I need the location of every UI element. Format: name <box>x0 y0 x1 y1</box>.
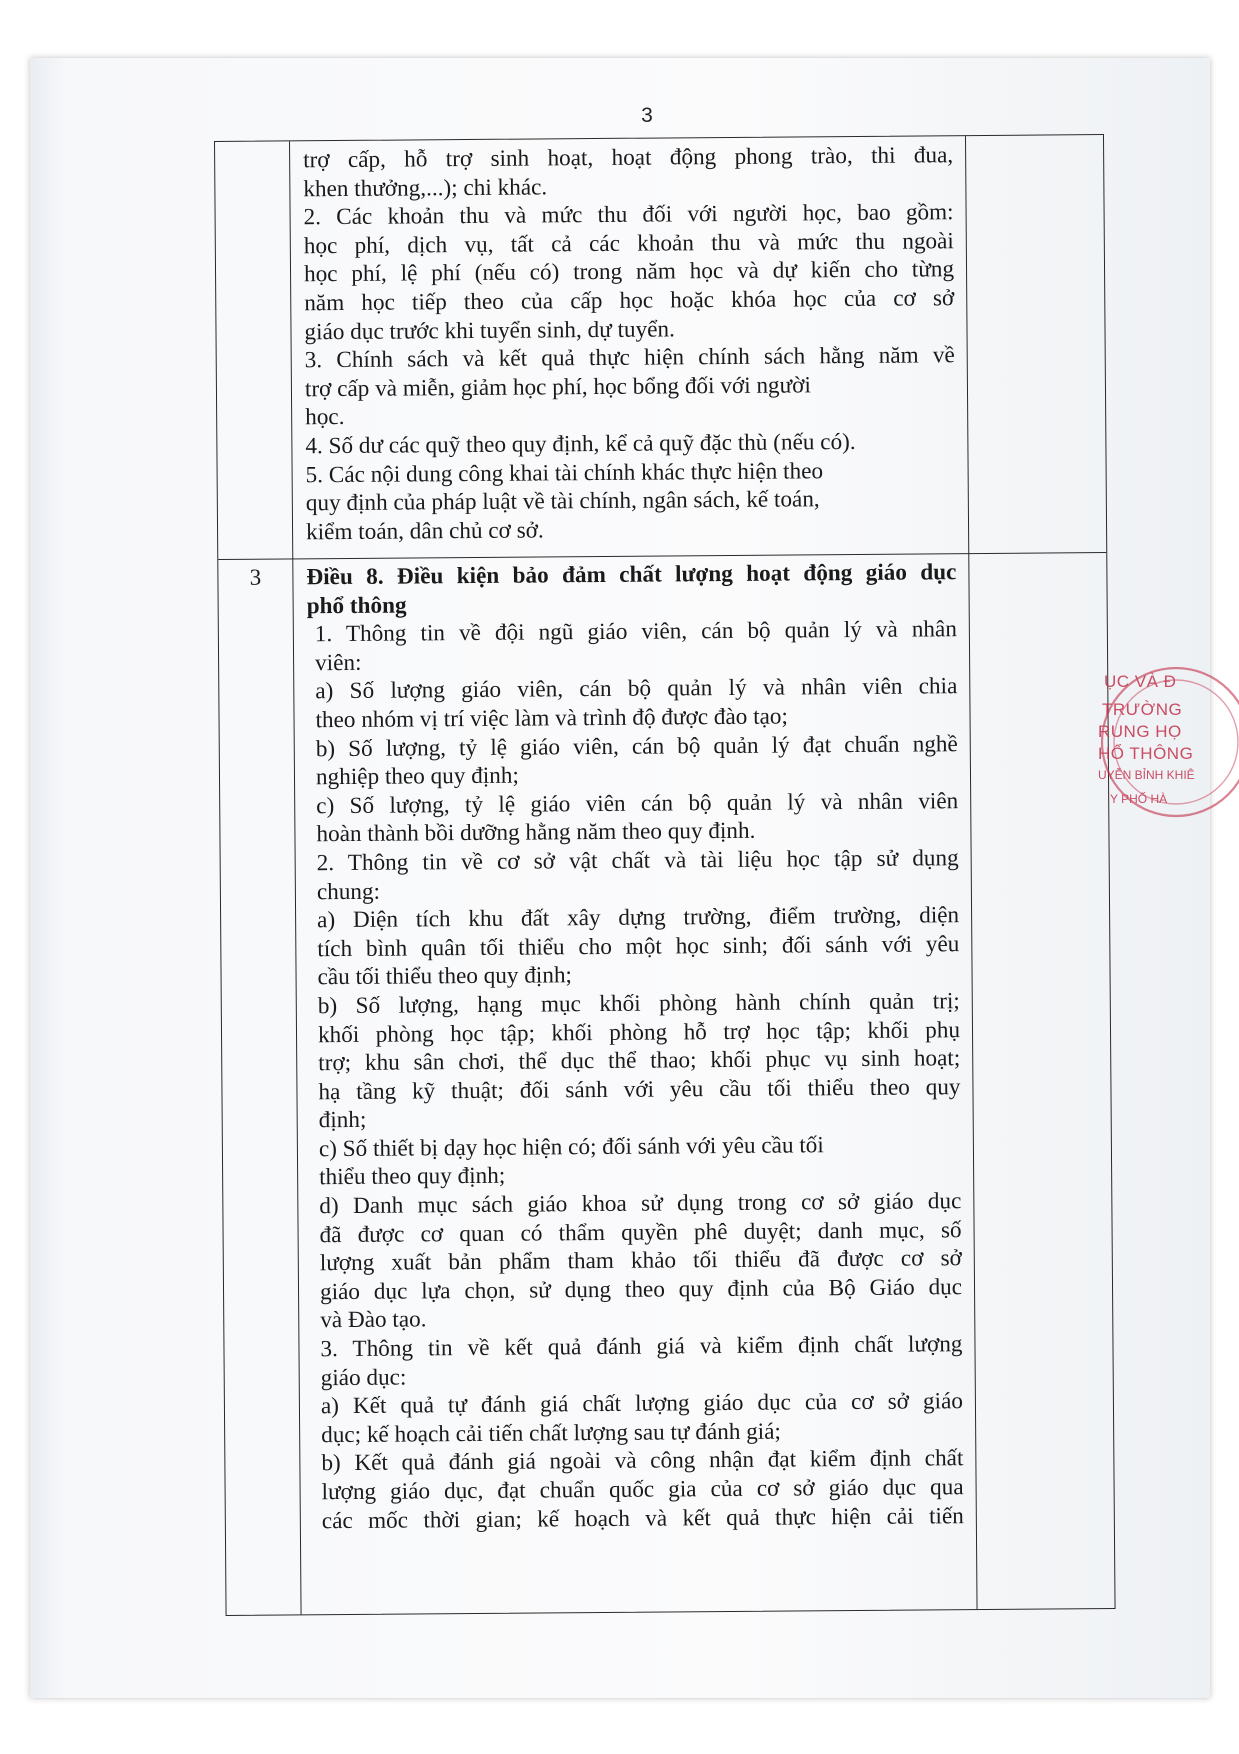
text-line: hạ tầng kỹ thuật; đối sánh với yêu cầu tối thiểu theo quy <box>318 1073 961 1105</box>
text-line: năm học tiếp theo của cấp học hoặc khóa học của cơ sở <box>304 285 955 317</box>
text-line: kiểm toán, dân chủ cơ sở. <box>305 517 544 546</box>
stamp-text: Y PHỐ HÀ <box>1110 792 1168 806</box>
stamp-text: ỤC VÀ Đ <box>1104 672 1177 691</box>
text-line: trợ cấp và miễn, giảm học phí, học bổng đối với người <box>304 372 811 403</box>
text-line: các mốc thời gian; kế hoạch và kết quả thực hiện cải tiến <box>321 1502 964 1534</box>
text-line: lượng giáo dục, đạt chuẩn quốc gia của cơ sở giáo dục qua <box>321 1474 964 1506</box>
row-3-content <box>306 558 964 1535</box>
text-line: giáo dục trước khi tuyển sinh, dự tuyển. <box>304 315 675 345</box>
text-line: a) Kết quả tự đánh giá chất lượng giáo dục của cơ sở giáo <box>320 1388 964 1420</box>
text-line: 3. Chính sách và kết quả thực hiện chính sách hằng năm về <box>304 342 955 374</box>
text-line: giáo dục lựa chọn, sử dụng theo quy định của Bộ Giáo dục <box>319 1274 963 1306</box>
text-line: a) Số lượng giáo viên, cán bộ quản lý và nhân viên chia <box>315 673 958 705</box>
text-line: b) Số lượng, hạng mục khối phòng hành chính quản trị; <box>317 988 960 1020</box>
text-line: tích bình quân tối thiểu cho một học sinh; đối sánh với yêu <box>317 930 960 962</box>
row-number: 3 <box>249 564 262 590</box>
column-divider-notes <box>965 136 978 1609</box>
text-line: hoàn thành bồi dưỡng hằng năm theo quy định. <box>316 818 756 848</box>
text-line: viên: <box>315 649 362 677</box>
text-line: 2. Các khoản thu và mức thu đối với người học, bao gồm: <box>303 199 954 231</box>
text-line: giáo dục: <box>320 1364 407 1391</box>
stamp-text: UYỄN BỈNH KHIÊ <box>1098 768 1195 782</box>
stamp-text: HỔ THÔNG <box>1098 744 1194 763</box>
text-line: d) Danh mục sách giáo khoa sử dụng trong cơ sở giáo dục <box>319 1188 962 1220</box>
text-line: trợ; khu sân chơi, thể dục thể thao; khối phục vụ sinh hoạt; <box>318 1045 961 1077</box>
text-line: theo nhóm vị trí việc làm và trình độ được đào tạo; <box>315 703 789 734</box>
row-continued-content <box>303 141 956 546</box>
column-divider-stt <box>289 141 302 1614</box>
text-line: c) Số lượng, tỷ lệ giáo viên cán bộ quản lý và nhân viên <box>316 787 959 819</box>
text-line: b) Kết quả đánh giá ngoài và công nhận đạt kiểm định chất <box>321 1445 964 1477</box>
document-table <box>214 134 1116 1616</box>
school-seal-stamp <box>1096 660 1239 820</box>
text-line: 5. Các nội dung công khai tài chính khác thực hiện theo <box>305 457 824 488</box>
text-line: thiểu theo quy định; <box>319 1163 506 1191</box>
text-line: 3. Thông tin về kết quả đánh giá và kiểm định chất lượng <box>320 1331 963 1363</box>
text-line: đã được cơ quan có thẩm quyền phê duyệt; danh mục, số <box>319 1216 962 1248</box>
text-line: chung: <box>316 878 381 905</box>
text-line: cầu tối thiểu theo quy định; <box>317 962 573 991</box>
section-heading: phổ thông <box>306 592 407 619</box>
text-line: học phí, dịch vụ, tất cả các khoản thu và mức thu ngoài <box>303 227 954 260</box>
stamp-text: TRƯỜNG <box>1102 700 1183 719</box>
text-line: 2. Thông tin về cơ sở vật chất và tài liệu học tập sử dụng <box>316 845 959 877</box>
text-line: dục; kế hoạch cải tiến chất lượng sau tự đánh giá; <box>321 1418 782 1449</box>
text-line: khối phòng học tập; khối phòng hỗ trợ học tập; khối phụ <box>317 1016 961 1048</box>
text-line: học phí, lệ phí (nếu có) trong năm học và dự kiến cho từng <box>303 256 955 288</box>
text-line: nghiệp theo quy định; <box>315 762 519 791</box>
stamp-text: RUNG HỌ <box>1098 722 1182 741</box>
text-line: c) Số thiết bị dạy học hiện có; đối sánh với yêu cầu tối <box>318 1132 824 1163</box>
text-line: định; <box>318 1107 367 1134</box>
text-line: trợ cấp, hỗ trợ sinh hoạt, hoạt động phong trào, thi đua, <box>303 142 954 174</box>
text-line: và Đào tạo. <box>320 1306 427 1334</box>
text-line: lượng xuất bản phẩm tham khảo tối thiểu đã được cơ sở <box>319 1245 962 1277</box>
row-divider <box>218 552 1106 560</box>
text-line: 4. Số dư các quỹ theo quy định, kể cả quỹ đặc thù (nếu có). <box>305 428 856 460</box>
page-number: 3 <box>641 104 653 127</box>
text-line: học. <box>305 404 345 431</box>
text-line: quy định của pháp luật về tài chính, ngân sách, kế toán, <box>305 486 820 517</box>
text-line: b) Số lượng, tỷ lệ giáo viên, cán bộ quản lý đạt chuẩn nghề <box>315 730 958 762</box>
section-heading: Điều 8. Điều kiện bảo đảm chất lượng hoạt động giáo dục <box>306 559 957 591</box>
text-line: a) Diện tích khu đất xây dựng trường, điểm trường, diện <box>317 902 960 934</box>
text-line: khen thưởng,...); chi khác. <box>303 173 548 202</box>
text-line: 1. Thông tin về đội ngũ giáo viên, cán bộ quản lý và nhân <box>314 616 957 648</box>
